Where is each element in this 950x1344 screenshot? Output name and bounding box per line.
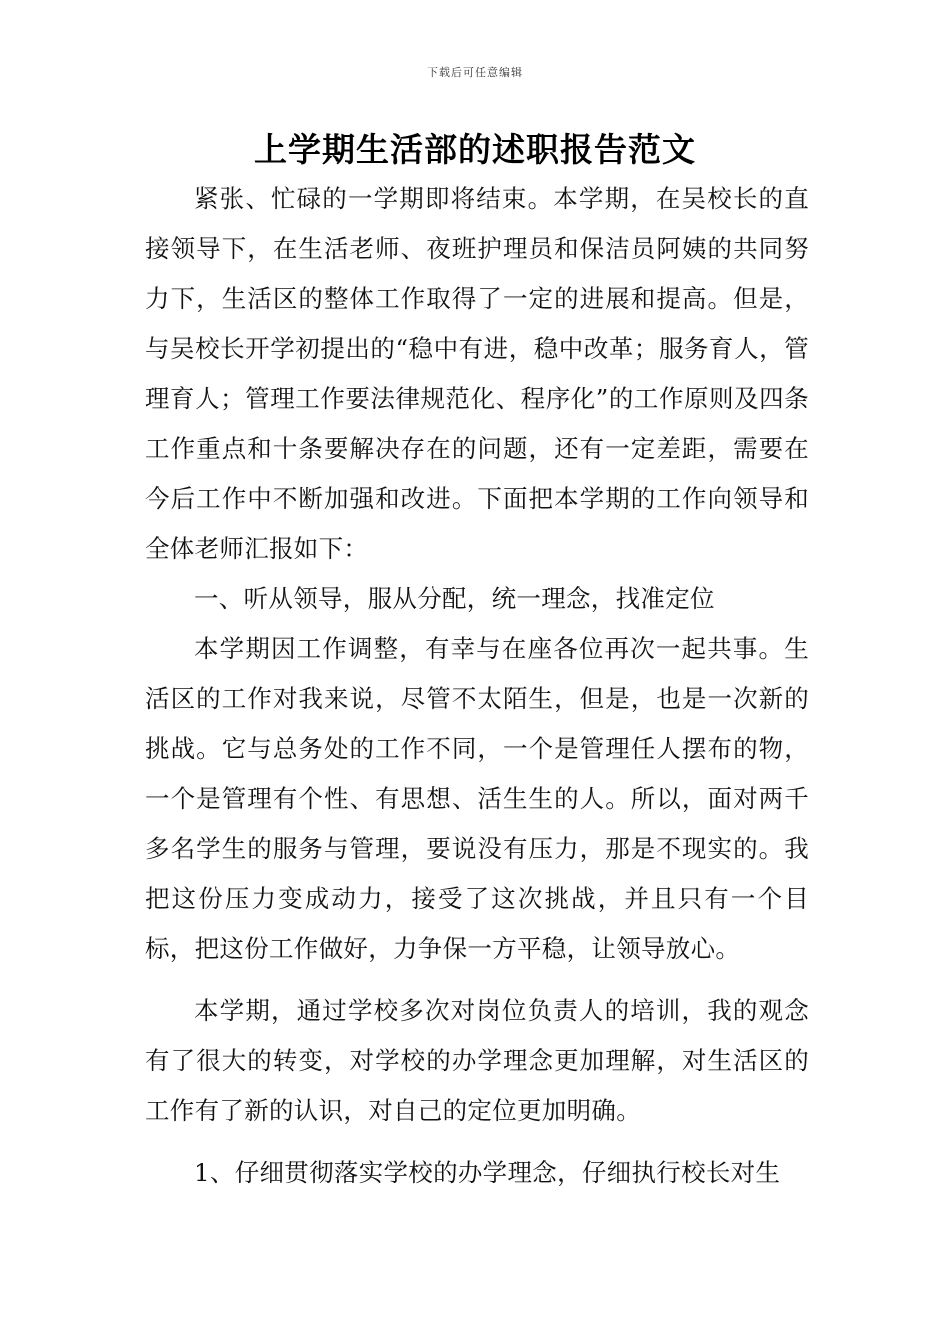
header-note: 下载后可任意编辑 xyxy=(427,66,523,79)
paragraph-training: 本学期，通过学校多次对岗位负责人的培训，我的观念有了很大的转变，对学校的办学理念更加理解，对生活区的工作有了新的认识，对自己的定位更加明确。 xyxy=(145,996,809,1125)
document-title: 上学期生活部的述职报告范文 xyxy=(254,130,696,169)
paragraph-item-1: 1、仔细贯彻落实学校的办学理念，仔细执行校长对生 xyxy=(194,1158,781,1187)
section-heading-1: 一、听从领导，服从分配，统一理念，找准定位 xyxy=(194,584,715,613)
paragraph-work-adjustment: 本学期因工作调整，有幸与在座各位再次一起共事。生活区的工作对我来说，尽管不太陌生，但是，也是一次新的挑战。它与总务处的工作不同，一个是管理任人摆布的物，一个是管理有个性、有思想、活生生的人。所以，面对两千多名学生的服务与管理，要说没有压力，那是不现实的。我把这份压力变成动力，接受了这次挑战，并且只有一个目标，把这份工作做好，力争保一方平稳，让领导放心。 xyxy=(145,634,809,963)
paragraph-intro: 紧张、忙碌的一学期即将结束。本学期，在吴校长的直接领导下，在生活老师、夜班护理员和保洁员阿姨的共同努力下，生活区的整体工作取得了一定的进展和提高。但是，与吴校长开学初提出的“稳中有进，稳中改革；服务育人，管理育人；管理工作要法律规范化、程序化”的工作原则及四条工作重点和十条要解决存在的问题，还有一定差距，需要在今后工作中不断加强和改进。下面把本学期的工作向领导和全体老师汇报如下： xyxy=(145,184,809,563)
document-body xyxy=(145,174,809,1198)
